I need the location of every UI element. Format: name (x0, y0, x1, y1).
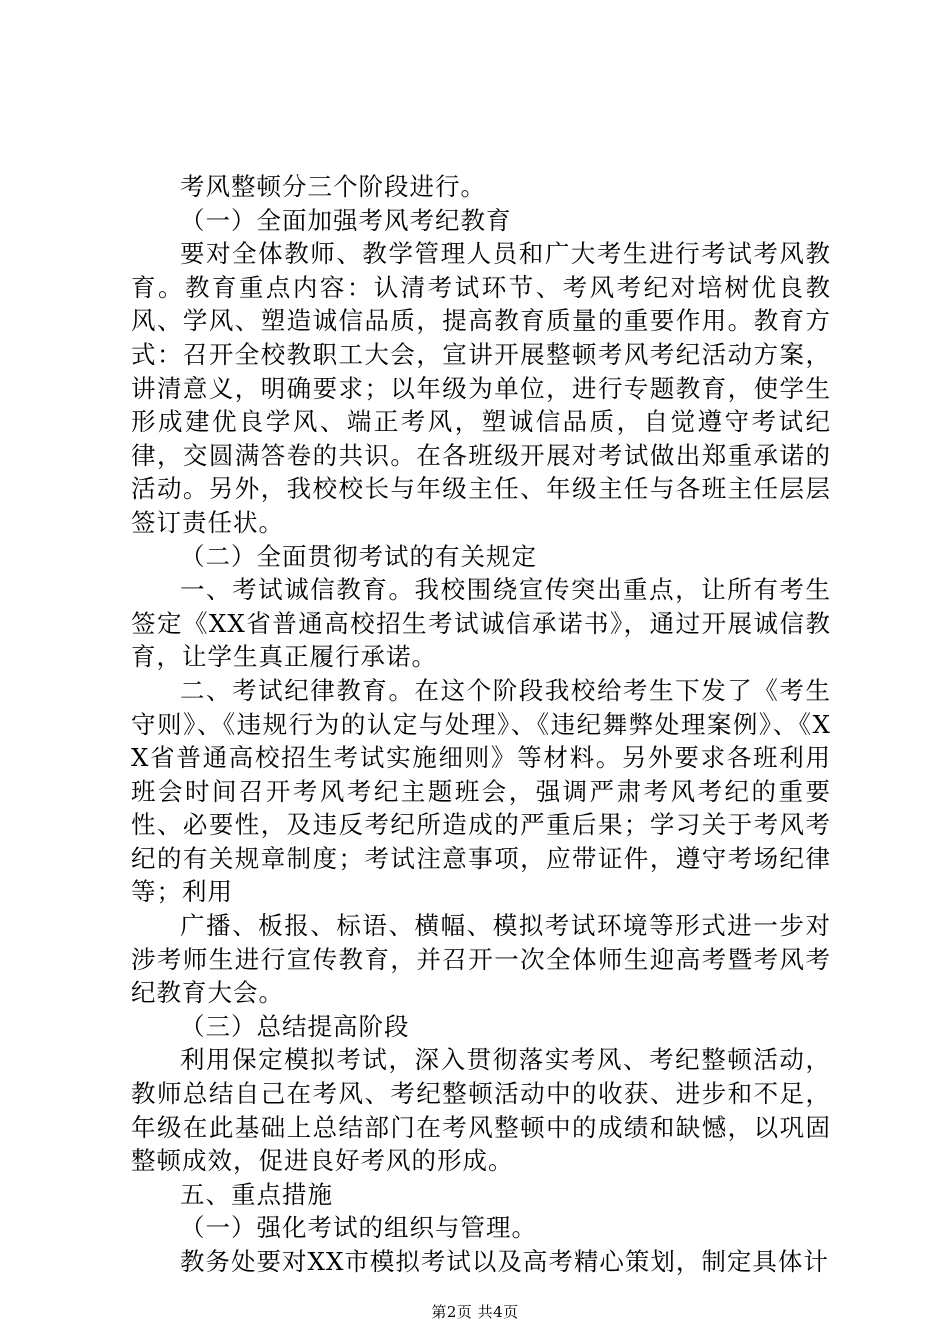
heading-stage-one: （一）全面加强考风考纪教育 (180, 205, 512, 235)
page-number-footer: 第2页 共4页 (431, 1303, 519, 1321)
heading-stage-two: （二）全面贯彻考试的有关规定 (180, 541, 537, 571)
paragraph-discipline-education: 二、考试纪律教育。在这个阶段我校给考生下发了《考生守则》、《违规行为的认定与处理》、《违纪舞弊处理案例》、《XX省普通高校招生考试实施细则》等材料。另外要求各班利用班会时间召开考风考纪主题班会，强调严肃考风考纪的重要性、必要性，及违反考纪所造成的严重后果；学习关于考风考纪的有关规章制度；考试注意事项，应带证件，遵守考场纪律等；利用 (131, 675, 831, 907)
document-body (131, 170, 831, 1279)
paragraph-publicity: 广播、板报、标语、横幅、模拟考试环境等形式进一步对涉考师生进行宣传教育，并召开一次全体师生迎高考暨考风考纪教育大会。 (131, 911, 831, 1008)
heading-stage-three: （三）总结提高阶段 (180, 1011, 410, 1041)
paragraph-stage-intro: 考风整顿分三个阶段进行。 (180, 172, 486, 201)
heading-exam-management: （一）强化考试的组织与管理。 (180, 1213, 537, 1243)
paragraph-integrity-education: 一、考试诚信教育。我校围绕宣传突出重点，让所有考生签定《XX省普通高校招生考试诚信承诺书》，通过开展诚信教育，让学生真正履行承诺。 (131, 575, 831, 672)
heading-key-measures: 五、重点措施 (180, 1179, 333, 1209)
paragraph-stage-one-body: 要对全体教师、教学管理人员和广大考生进行考试考风教育。教育重点内容：认清考试环节、考风考纪对培树优良教风、学风、塑造诚信品质，提高教育质量的重要作用。教育方式：召开全校教职工大会，宣讲开展整顿考风考纪活动方案，讲清意义，明确要求；以年级为单位，进行专题教育，使学生形成建优良学风、端正考风，塑诚信品质，自觉遵守考试纪律，交圆满答卷的共识。在各班级开展对考试做出郑重承诺的活动。另外，我校校长与年级主任、年级主任与各班主任层层签订责任状。 (131, 239, 831, 537)
paragraph-academic-affairs: 教务处要对XX市模拟考试以及高考精心策划，制定具体计 (180, 1247, 829, 1276)
paragraph-stage-three-body: 利用保定模拟考试，深入贯彻落实考风、考纪整顿活动，教师总结自己在考风、考纪整顿活动中的收获、进步和不足，年级在此基础上总结部门在考风整顿中的成绩和缺憾，以巩固整顿成效，促进良好考风的形成。 (131, 1045, 831, 1176)
